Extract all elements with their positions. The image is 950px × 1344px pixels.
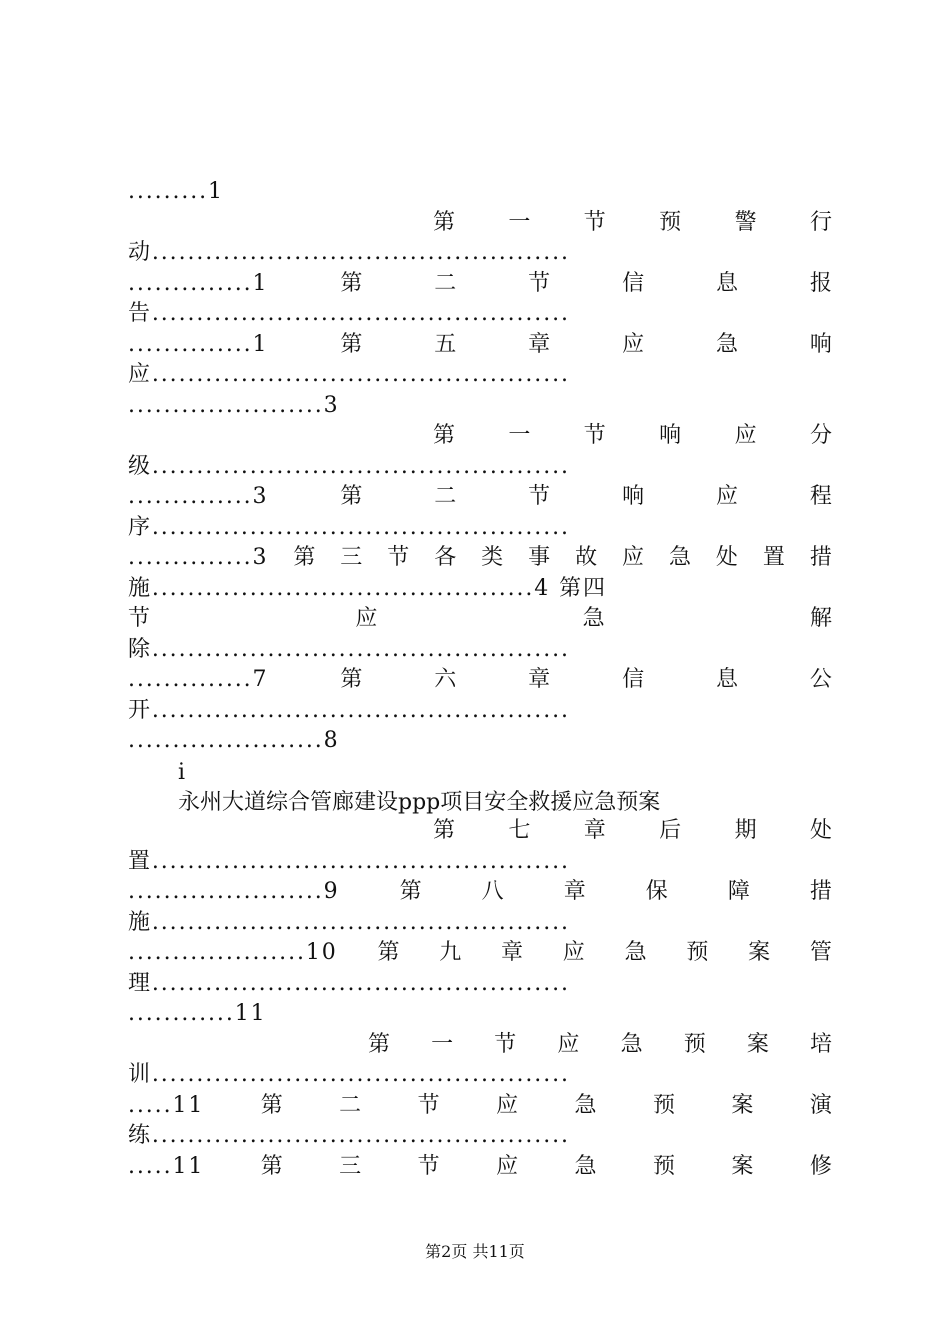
toc-char: 章 [583,818,606,843]
toc-line: 理............................................... [128,970,570,996]
toc-char: 息 [716,667,739,692]
toc-char: 第 [433,818,456,843]
toc-leader: ..............7 [128,667,269,692]
toc-leader: .....11 [128,1153,205,1179]
toc-char: 第 [293,545,316,570]
toc-char: 节 [417,1092,440,1118]
toc-char: 置 [762,545,785,570]
toc-char: 章 [501,940,524,965]
toc-char: 解 [809,606,832,631]
toc-char: 急 [624,940,647,965]
toc-line [128,268,832,299]
toc-char: 应 [496,1153,519,1179]
toc-char: 信 [622,270,645,296]
toc-line [128,725,832,756]
toc-char: 保 [645,879,668,904]
toc-line [128,1090,832,1121]
toc-char: 一 [431,1031,454,1057]
toc-line [128,937,832,968]
toc-char: 息 [716,270,739,296]
toc-line: 施...........................................4 第四 [128,575,607,601]
toc-char: 节 [387,545,410,570]
toc-char: 第 [340,270,363,296]
toc-char: 三 [340,545,363,570]
toc-char: 章 [528,667,551,692]
toc-char: 二 [434,270,457,296]
toc-char: 后 [659,818,682,843]
toc-char: 案 [746,1031,769,1057]
toc-char: 类 [481,545,504,570]
toc-char: 应 [622,331,645,357]
toc-line: 序............................................... [128,514,570,540]
toc-char: 预 [686,940,709,965]
toc-char: 二 [434,484,457,509]
page-numeral: i [178,760,186,785]
toc-char: 第 [377,940,400,965]
toc-char: 第 [340,667,363,692]
toc-char: 急 [574,1153,597,1179]
toc-char: 急 [574,1092,597,1118]
toc-char: 九 [439,940,462,965]
toc-line [128,390,832,421]
toc-leader: .........1 [128,179,224,204]
toc-leader: ..............3 [128,484,269,509]
toc-line: 级............................................... [128,453,570,479]
toc-char: 案 [731,1092,754,1118]
toc-char: 二 [339,1092,362,1118]
toc-char: 预 [683,1031,706,1057]
toc-char: 管 [809,940,832,965]
toc-line: 应............................................... [128,362,570,387]
toc-char: 六 [434,667,457,692]
toc-char: 一 [508,423,531,448]
toc-char: 第 [399,879,422,904]
toc-char: 三 [339,1153,362,1179]
toc-leader: ............11 [128,1001,267,1026]
toc-char: 应 [734,423,757,448]
toc-char: 第 [340,484,363,509]
toc-line: 开............................................... [128,697,570,723]
toc-leader: ..............3 [128,545,269,570]
toc-char: 期 [734,818,757,843]
toc-char: 节 [583,423,606,448]
page-footer: 第2页 共11页 [425,1242,525,1261]
toc-line: 告............................................... [128,301,570,326]
toc-char: 事 [528,545,551,570]
toc-char: 第 [260,1092,283,1118]
toc-char: 第 [433,423,456,448]
toc-line [128,603,832,634]
toc-char: 八 [481,879,504,904]
toc-char: 节 [128,606,151,631]
toc-char: 节 [528,484,551,509]
toc-char: 急 [668,545,691,570]
toc-char: 预 [659,209,682,235]
toc-char: 章 [563,879,586,904]
toc-char: 章 [528,331,551,357]
toc-char: 处 [809,818,832,843]
toc-char: 培 [809,1031,832,1057]
toc-line [128,542,832,573]
toc-line [368,1029,832,1060]
toc-leader: ....................10 [128,940,338,965]
toc-char: 第 [368,1031,391,1057]
toc-char: 节 [494,1031,517,1057]
toc-line [128,481,832,512]
toc-char: 第 [260,1153,283,1179]
toc-char: 预 [652,1153,675,1179]
toc-char: 节 [528,270,551,296]
toc-char: 演 [809,1092,832,1118]
toc-line: 练............................................... [128,1123,570,1148]
toc-char: 公 [809,667,832,692]
running-title: 永州大道综合管廊建设ppp项目安全救援应急预案 [178,790,661,815]
toc-char: 报 [809,270,832,296]
toc-leader: ......................9 [128,879,340,904]
toc-char: 急 [582,606,605,631]
toc-char: 分 [809,423,832,448]
toc-char: 七 [508,818,531,843]
toc-line: 施............................................... [128,909,570,935]
toc-char: 措 [809,545,832,570]
toc-char: 急 [716,331,739,357]
toc-line [128,998,832,1029]
toc-char: 故 [575,545,598,570]
toc-char: 应 [716,484,739,509]
toc-char: 应 [496,1092,519,1118]
toc-char: 应 [562,940,585,965]
toc-leader: ......................8 [128,728,340,753]
toc-char: 第 [433,209,456,235]
toc-char: 应 [557,1031,580,1057]
toc-char: 信 [622,667,645,692]
toc-leader: ..............1 [128,270,269,296]
toc-char: 修 [809,1153,832,1179]
toc-line [433,207,832,238]
toc-leader: ..............1 [128,331,269,357]
toc-line: 动............................................... [128,240,570,265]
toc-char: 一 [508,209,531,235]
toc-char: 节 [417,1153,440,1179]
toc-char: 程 [809,484,832,509]
toc-char: 案 [731,1153,754,1179]
toc-char: 警 [734,209,757,235]
toc-line: 置............................................... [128,848,570,874]
toc-line [128,176,832,207]
toc-char: 第 [340,331,363,357]
toc-line [433,815,832,846]
toc-leader: .....11 [128,1092,205,1118]
toc-char: 节 [583,209,606,235]
toc-char: 案 [748,940,771,965]
toc-char: 五 [434,331,457,357]
toc-char: 行 [809,209,832,235]
toc-char: 处 [715,545,738,570]
toc-line [128,1151,832,1182]
toc-leader: ......................3 [128,392,340,418]
toc-char: 急 [620,1031,643,1057]
toc-char: 应 [622,545,645,570]
toc-char: 措 [809,879,832,904]
toc-line [128,876,832,907]
toc-char: 各 [434,545,457,570]
toc-line [128,329,832,360]
toc-char: 响 [659,423,682,448]
toc-line: 训............................................... [128,1062,570,1087]
toc-char: 障 [727,879,750,904]
toc-char: 响 [809,331,832,357]
toc-line: 除............................................... [128,636,570,662]
toc-char: 应 [355,606,378,631]
toc-char: 预 [652,1092,675,1118]
toc-char: 响 [622,484,645,509]
toc-line [128,664,832,695]
toc-line [433,420,832,451]
